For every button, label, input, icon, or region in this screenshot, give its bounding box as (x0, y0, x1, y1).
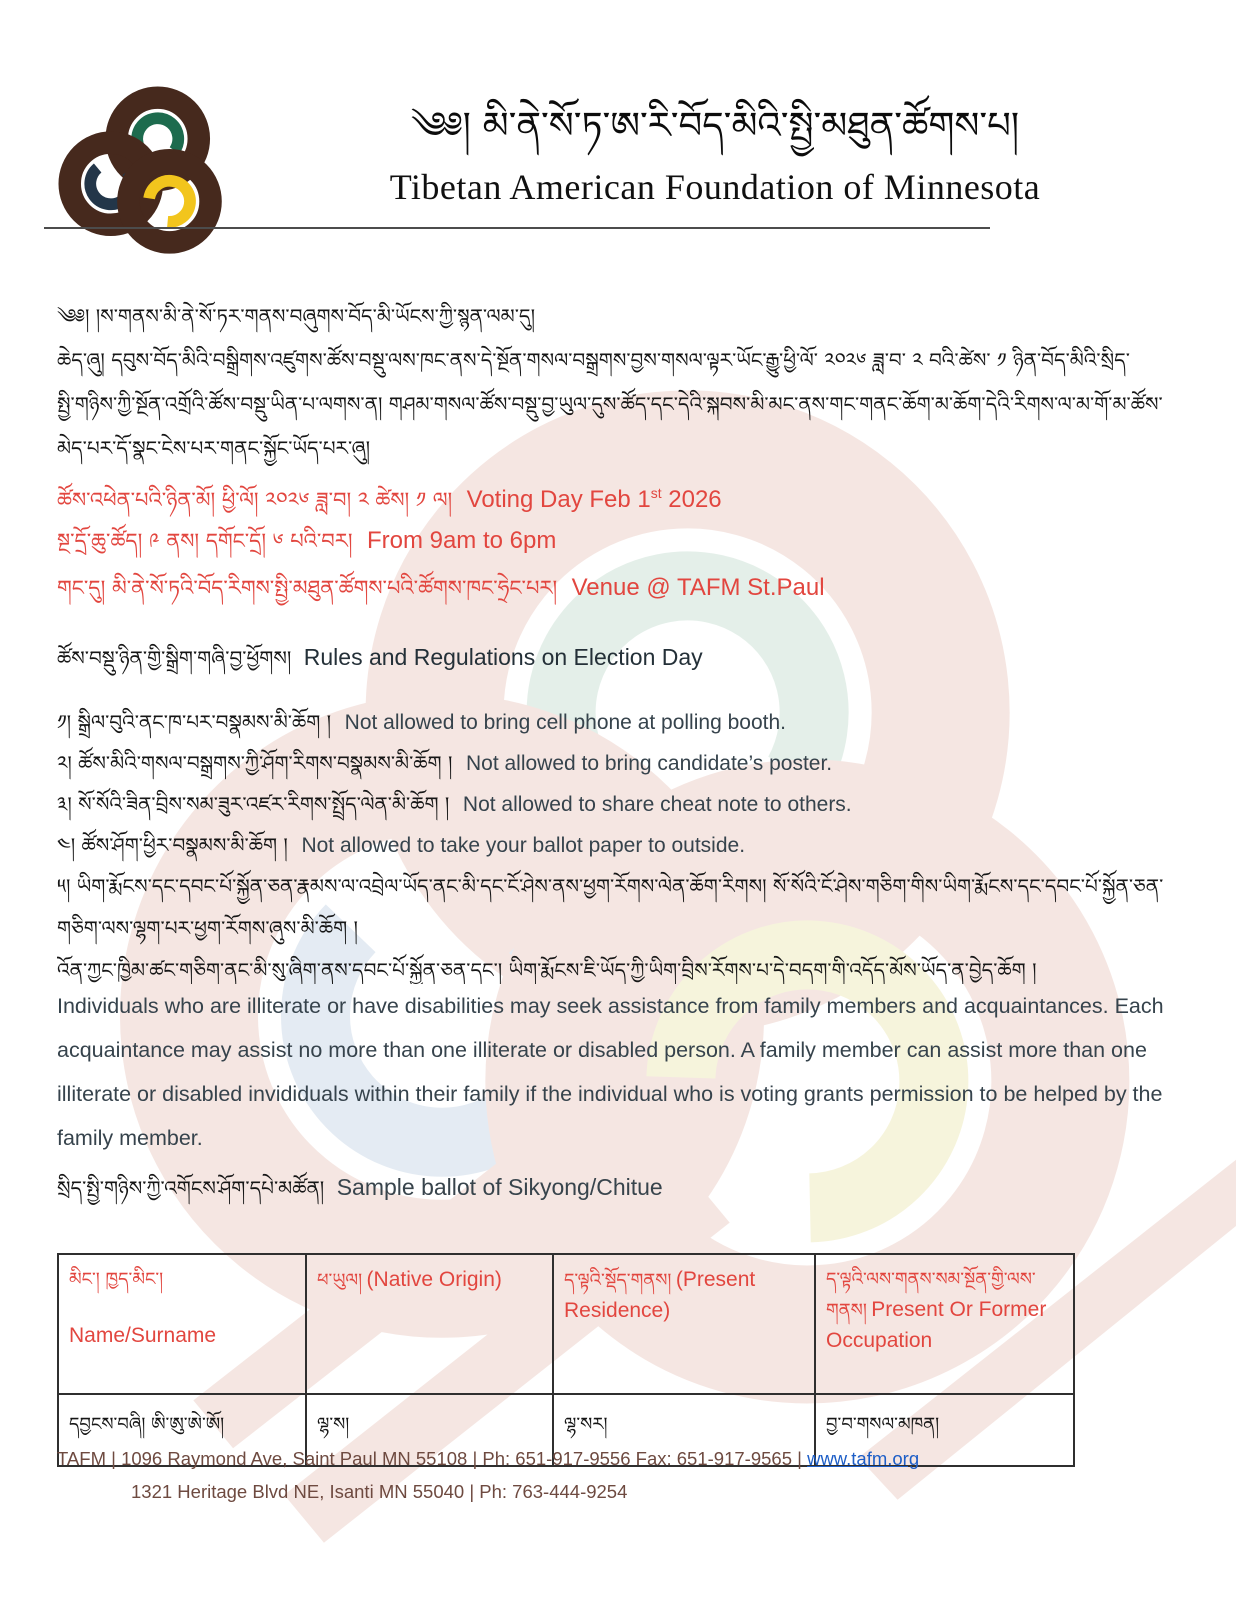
hours-english: From 9am to 6pm (366, 527, 557, 554)
tafm-website-link[interactable]: www.tafm.org (807, 1448, 920, 1469)
intro-line: མེད་པར་དོ་སྣང་ངེས་པར་གནང་སྐྱོང་ཡོད་པར་ཞུ། (57, 436, 371, 460)
assistance-paragraph: Individuals who are illiterate or have disabilities may seek assistance from family members and acquaintances. Each acquaintance may assist no more than one illiterate or disabled person. A family member can assist more than one illiterate or disabled invididuals within their family if the individual who is voting grants permission to be helped by the family member. (57, 994, 1164, 1150)
sample-ballot-tibetan: སྲིད་སྤྱི་གཉིས་ཀྱི་འགོངས་ཤོག་དཔེ་མཚོན། (57, 1176, 325, 1200)
footer-line-1: TAFM | 1096 Raymond Ave, Saint Paul MN 55108 | Ph: 651-917-9556 Fax: 651-917-9565 | www.tafm.org (57, 1448, 920, 1469)
tafm-logo-icon (58, 84, 234, 260)
intro-line: སྤྱི་གཉིས་ཀྱི་སྔོན་འགྲོའི་ཚོས་བསྡུ་ཡིན་པ་ལགས་ན། གཤམ་གསལ་ཚོས་བསྡུ་བྱ་ཡུལ་དུས་ཚོད་དང་དེའི་སྐབས་མི་མང་ནས་གང་གནང་ཆོག་མ་ཆོག་དེའི་རིགས་ལ་མ་གོ་མ་ཚོས་ (57, 392, 1163, 416)
header-native-origin: ཕ་ཡུལ། (Native Origin) (306, 1254, 553, 1394)
rules-heading (57, 636, 1199, 692)
hours-line (57, 517, 1199, 564)
header-present-residence: ད་ལྟའི་སྡོད་གནས། (Present Residence) (553, 1254, 815, 1394)
org-name: Tibetan American Foundation of Minnesota (389, 167, 1041, 207)
rules-heading-tibetan: ཚོས་བསྡུ་ཉིན་གྱི་སྒྲིག་གཞི་བྱ་ཕྱོགས། (57, 646, 292, 670)
cell-present-residence: ལྷ་སར། (553, 1394, 815, 1466)
venue-tibetan: གང་དུ། མི་ནེ་སོ་ཏའི་བོད་རིགས་སྤྱི་མཐུན་ཚོགས་པའི་ཚོགས་ཁང་ཧྲེང་པར། (57, 576, 558, 600)
header-title-block (235, 92, 1195, 208)
intro-paragraph (57, 294, 1199, 470)
table-header-row (58, 1254, 1074, 1394)
header-name-surname: མིང་། ཁྱད་མིང་། Name/Surname (58, 1254, 306, 1394)
header-divider (44, 227, 990, 229)
rule-item-1: ༡། སྒྲིལ་བུའི་ནང་ཁ་པར་བསྣམས་མི་ཆོག ། Not allowed to bring cell phone at polling booth. (57, 710, 786, 734)
event-details (57, 470, 1199, 611)
rule-item-2: ༢། ཚོས་མིའི་གསལ་བསྒྲགས་ཀྱི་ཤོག་རིགས་བསྣམས་མི་ཆོག ། Not allowed to bring candidate’s poster. (57, 751, 833, 775)
sample-ballot-heading (57, 1166, 1199, 1222)
footer-line-2: 1321 Heritage Blvd NE, Isanti MN 55040 | Ph: 763-444-9254 (131, 1481, 628, 1502)
tibetan-title: ༄༅། མི་ནེ་སོ་ཏ་ཨ་རི་བོད་མིའི་སྤྱི་མཐུན་ཚོགས་པ། (410, 104, 1020, 147)
voting-day-tibetan: ཚོས་འཕེན་པའི་ཉིན་མོ། ཕྱི་ལོ། ༢༠༢༦ ཟླ་བ། ༢ ཚེས། ༡ ལ། (57, 488, 453, 512)
venue-line (57, 564, 1199, 611)
ballot-table (57, 1253, 1075, 1467)
cell-native-origin: ལྷ་ས། (306, 1394, 553, 1466)
voting-day-line (57, 470, 1199, 517)
rules-list (57, 702, 1203, 984)
intro-line: ཆེད་ཞུ། དབུས་བོད་མིའི་བསྒྲིགས་འཛུགས་ཚོས་བསྡུ་ལས་ཁང་ནས་དེ་སྔོན་གསལ་བསྒྲགས་བྱས་གསལ་ལྟར་ཡོང་རྒྱུ་ཕྱི་ལོ་ ༢༠༢༦ ཟླ་བ་ ༢ བའི་ཚེས་ ༡ ཉིན་བོད་མིའི་སྲིད་ (57, 348, 1130, 372)
hours-tibetan: སྔ་དྲོ་ཆུ་ཚོད། ༩ ནས། དགོང་དྲོ། ༦ པའི་བར། (57, 529, 353, 553)
rule-item-4: ༤། ཚོས་ཤོག་ཕྱིར་བསྣམས་མི་ཆོག ། Not allowed to take your ballot paper to outside. (57, 833, 746, 857)
footer (57, 1442, 1197, 1508)
cell-name: དབྱངས་བཞི། ཨི་ཨུ་ཨེ་ཨོ། (58, 1394, 306, 1466)
header-occupation: ད་ལྟའི་ལས་གནས་སམ་སྔོན་གྱི་ལས་གནས། Present Or Former Occupation (815, 1254, 1074, 1394)
sample-ballot-english: Sample ballot of Sikyong/Chitue (336, 1174, 663, 1200)
voting-day-english: Voting Day Feb 1st 2026 (466, 485, 722, 513)
venue-english: Venue @ TAFM St.Paul (571, 574, 825, 601)
rule-item-3: ༣། སོ་སོའི་ཟིན་བྲིས་སམ་ཟུར་འཛར་རིགས་སྤྲོད་ལེན་མི་ཆོག ། Not allowed to share cheat note to others. (57, 792, 852, 816)
rules-heading-english: Rules and Regulations on Election Day (303, 644, 703, 670)
rule-extra-line: འོན་ཀྱང་ཁྱིམ་ཚང་གཅིག་ནང་མི་སུ་ཞིག་ནས་དབང་པོ་སྐྱོན་ཅན་དང་། ཡིག་རྨོངས་ཇི་ཡོད་ཀྱི་ཡིག་བྲིས་རོགས་པ་དེ་བདག་གི་འདོད་མོས་ཡོད་ན་བྱེད་ཆོག ། (57, 958, 1037, 982)
intro-line: ༄༅། །ས་གནས་མི་ནེ་སོ་ཏར་གནས་བཞུགས་བོད་མི་ཡོངས་ཀྱི་སྙན་ལམ་དུ། (57, 304, 536, 328)
cell-occupation: བྱ་བ་གསལ་མཁན། (815, 1394, 1074, 1466)
rule-item-5: ༥། ཡིག་རྨོངས་དང་དབང་པོ་སྐྱོན་ཅན་རྣམས་ལ་འབྲེལ་ཡོད་ནང་མི་དང་ངོ་ཤེས་ནས་ཕྱག་རོགས་ལེན་ཆོག་རིགས། སོ་སོའི་ངོ་ཤེས་གཅིག་གིས་ཡིག་རྨོངས་དང་དབང་པོ་སྐྱོན་ཅན་གཅིག་ལས་ལྷག་པར་ཕྱག་རོགས་ཞུས་མི་ཆོག ། (57, 874, 1164, 940)
